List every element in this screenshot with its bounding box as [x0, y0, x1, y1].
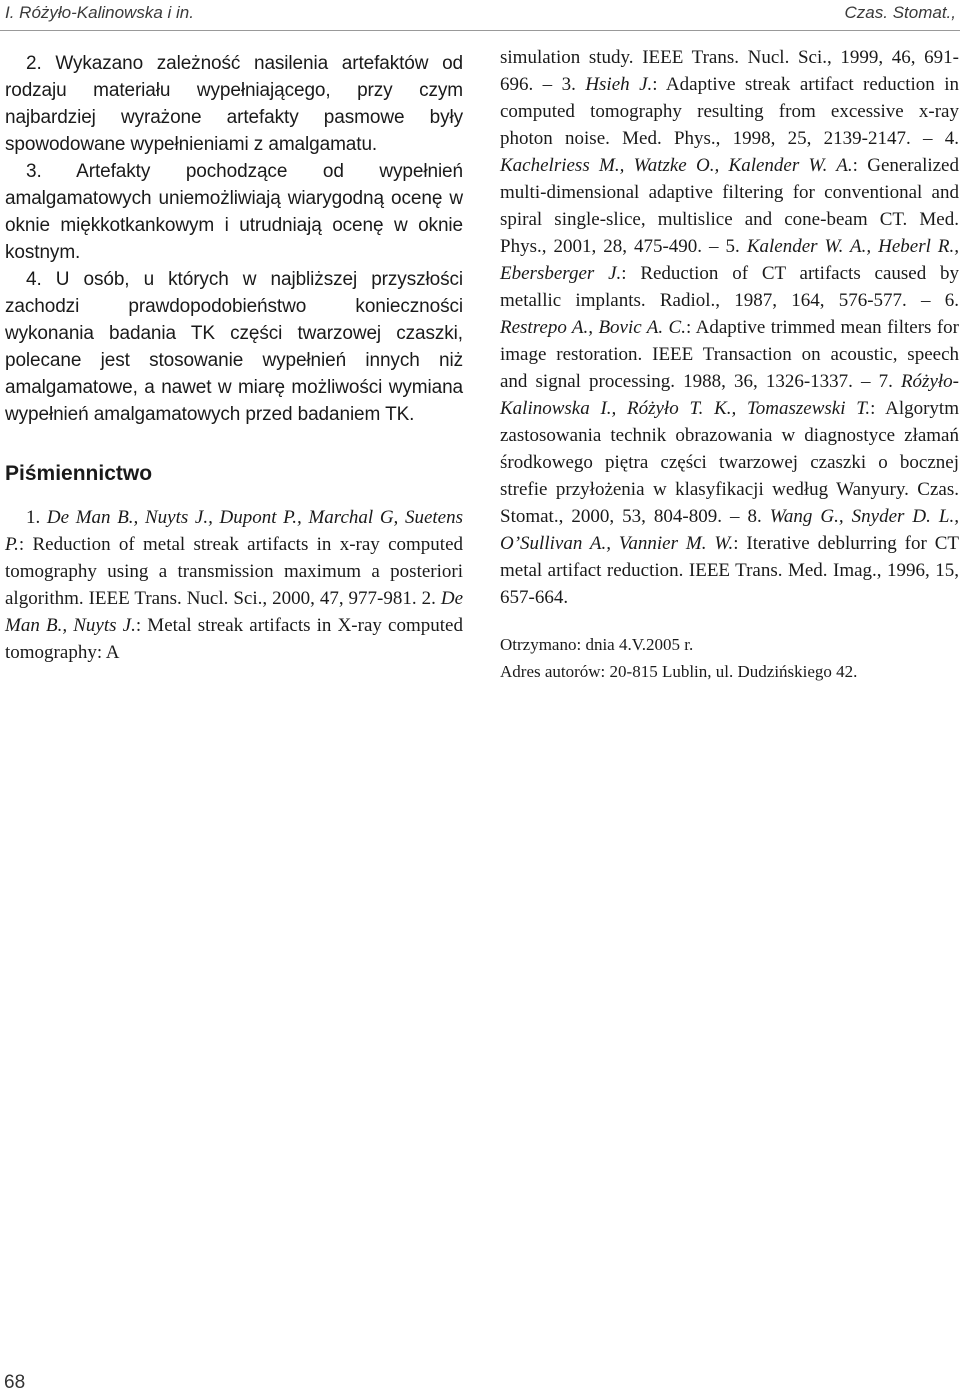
left-column: [5, 50, 463, 666]
reference-authors: Hsieh J.: [585, 74, 653, 95]
reference-authors: Różyło-Kalinowska I., Różyło T. K., Tomaszewski T.: [500, 371, 959, 419]
conclusion-paragraph: 2. Wykazano zależność nasilenia artefaktów od rodzaju materiału wypełniającego, przy czym najbardziej wyrażone artefakty pasmowe były spowodowane wypełnieniami z amalgamatu.: [5, 53, 463, 155]
reference-text: : Reduction of CT artifacts caused by metallic implants. Radiol., 1987, 164, 576-577. – 6.: [500, 263, 959, 311]
reference-authors: Kalender W. A., Heberl R., Ebersberger J.: [500, 236, 959, 284]
reference-authors: De Man B., Nuyts J.: [5, 588, 463, 636]
reference-text: simulation study. IEEE Trans. Nucl. Sci., 1999, 46, 691-696. – 3.: [500, 47, 959, 95]
author-address: Adres autorów: 20-815 Lublin, ul. Dudzińskiego 42.: [500, 662, 858, 681]
references-text-right: [500, 44, 959, 611]
reference-authors: Wang G., Snyder D. L., O’Sullivan A., Vannier M. W.: [500, 506, 959, 554]
header-journal: Czas. Stomat.,: [844, 3, 956, 22]
reference-text: : Adaptive streak artifact reduction in computed tomography resulting from excessive x-ray photon noise. Med. Phys., 1998, 25, 2139-2147. – 4.: [500, 74, 960, 149]
received-date: Otrzymano: dnia 4.V.2005 r.: [500, 635, 694, 654]
reference-text: : Generalized multi-dimensional adaptive filtering for conventional and spiral single-slice, multislice and cone-beam CT. Med. Phys., 2001, 28, 475-490. – 5.: [500, 155, 959, 257]
reference-text: : Metal streak artifacts in X-ray computed tomography: A: [5, 615, 463, 663]
reference-text: : Algorytm zastosowania technik obrazowania w diagnostyce złamań środkowego piętra części twarzowej czaszki o bocznej strefie przyłożenia w klasyfikacji według Wanyury. Czas. Stomat., 2000, 53, 804-809. – 8.: [500, 398, 959, 527]
reference-text: : Reduction of metal streak artifacts in x-ray computed tomography using a transmission maximum a posteriori algorithm. IEEE Trans. Nucl. Sci., 2000, 47, 977-981. 2.: [5, 534, 463, 609]
page-number: 68: [4, 1372, 26, 1393]
running-header: [0, 0, 960, 31]
references-heading: Piśmiennictwo: [5, 462, 153, 485]
conclusion-paragraph: 3. Artefakty pochodzące od wypełnień amalgamatowych uniemożliwiają wiarygodną ocenę w oknie miękkotkankowym i utrudniają ocenę w oknie kostnym.: [5, 161, 463, 263]
reference-authors: De Man B., Nuyts J., Dupont P., Marchal G, Suetens P.: [5, 507, 463, 555]
reference-text: 1.: [26, 507, 47, 528]
references-text-left: [5, 504, 463, 666]
reference-authors: Kachelriess M., Watzke O., Kalender W. A.: [500, 155, 853, 176]
right-column: [500, 44, 959, 685]
header-authors: I. Różyło-Kalinowska i in.: [5, 3, 194, 22]
reference-text: : Iterative deblurring for CT metal artifact reduction. IEEE Trans. Med. Imag., 1996, 15, 657-664.: [500, 533, 959, 608]
conclusion-paragraph: 4. U osób, u których w najbliższej przyszłości zachodzi prawdopodobieństwo konieczności wykonania badania TK części twarzowej czaszki, polecane jest stosowanie wypełnień innych niż amalgamatowe, a nawet w miarę możliwości wymiana wypełnień amalgamatowych przed badaniem TK.: [5, 269, 463, 425]
reference-text: : Adaptive trimmed mean filters for image restoration. IEEE Transaction on acoustic, speech and signal processing. 1988, 36, 1326-1337. – 7.: [500, 317, 959, 392]
reference-authors: Restrepo A., Bovic A. C.: [500, 317, 686, 338]
